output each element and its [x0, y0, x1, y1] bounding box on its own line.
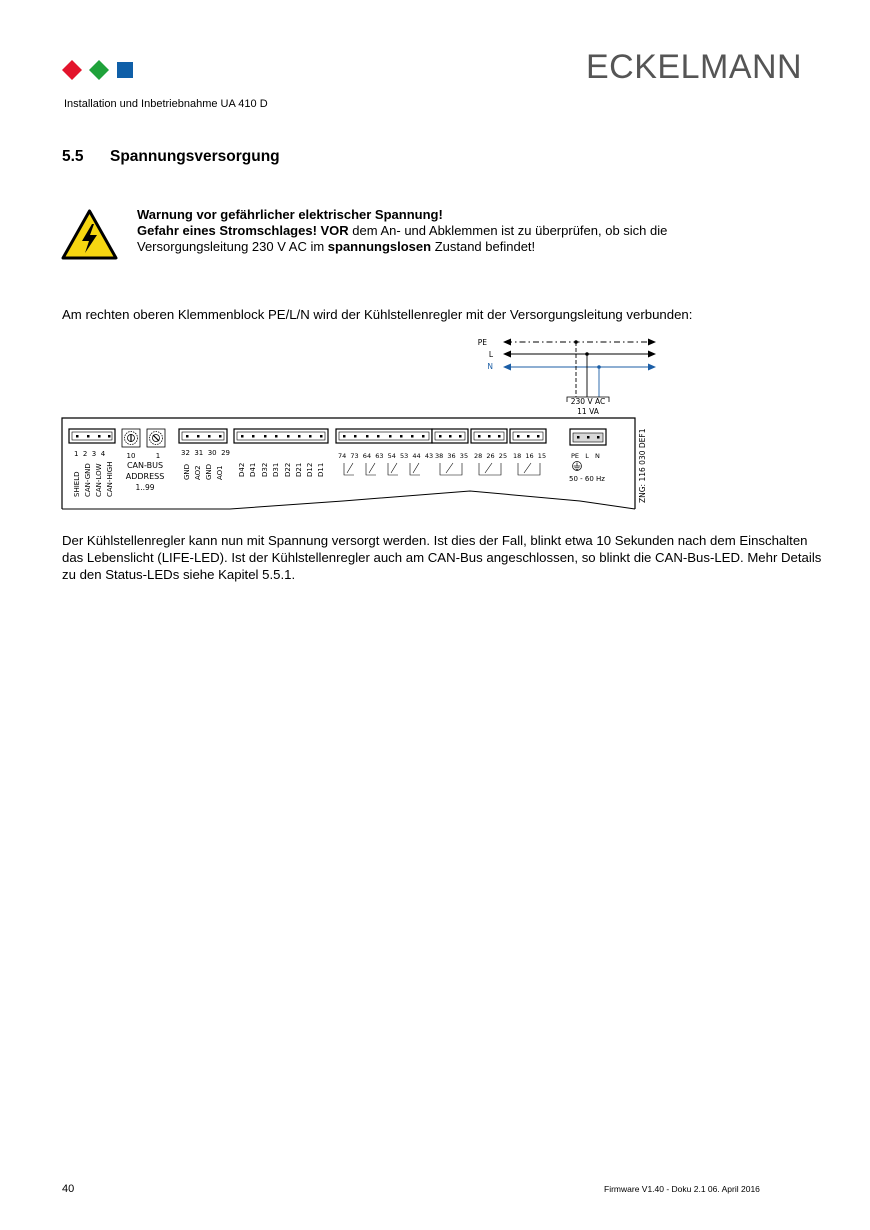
address-label: ADDRESS: [125, 472, 165, 481]
warning-body-1: dem An- und Abklemmen ist zu überprüfen, ob sich die: [348, 223, 668, 238]
label-d42: D42: [238, 462, 246, 477]
connector-analog: [179, 429, 230, 480]
section-number: 5.5: [62, 148, 84, 165]
connector-28-25: [471, 429, 507, 475]
terminal-numbers-28: 28 26 25: [474, 452, 508, 460]
dial-label-ones: 1: [155, 452, 161, 460]
intro-paragraph: Am rechten oberen Klemmenblock PE/L/N wird der Kühlstellenregler mit der Versorgungsleitung verbunden:: [62, 307, 693, 322]
warning-electric-icon: [61, 209, 118, 261]
controller-bottom-edge: [62, 491, 635, 509]
label-can-high: CAN-HIGH: [106, 461, 114, 497]
eckelmann-logo: [62, 58, 136, 82]
terminal-numbers-can: 1 2 3 4: [74, 450, 106, 458]
dial-label-tens: 10: [126, 452, 136, 460]
section-title: [62, 148, 280, 166]
terminal-numbers-18: 18 16 15: [513, 452, 547, 460]
warning-emphasis-2: spannungslosen: [327, 239, 432, 254]
connector-relay: [336, 429, 433, 475]
can-bus-label: CAN-BUS: [126, 461, 164, 470]
line-label-pe: PE: [477, 338, 487, 347]
warning-title: Warnung vor gefährlicher elektrischer Spannung!: [137, 207, 443, 222]
warning-text: [137, 207, 797, 255]
connector-can: [69, 429, 115, 497]
label-ao2: AO2: [194, 465, 202, 480]
address-range: 1..99: [135, 483, 155, 492]
label-d22: D22: [284, 462, 292, 477]
page-number: 40: [62, 1183, 75, 1195]
label-d11: D11: [317, 462, 325, 477]
connector-38-35: [432, 429, 468, 475]
connector-digital: [234, 429, 328, 477]
connector-power: [569, 429, 606, 483]
power-frequency: 50 - 60 Hz: [569, 475, 605, 483]
label-shield: SHIELD: [73, 471, 81, 497]
label-gnd-2: GND: [205, 463, 213, 480]
address-dials: [122, 429, 165, 492]
warning-body-2: Versorgungsleitung 230 V AC im: [137, 239, 328, 254]
footer-version: Firmware V1.40 - Doku 2.1 06. April 2016: [604, 1184, 760, 1194]
document-subtitle: Installation und Inbetriebnahme UA 410 D: [64, 98, 268, 110]
terminal-numbers-38: 38 36 35: [435, 452, 469, 460]
warning-emphasis: Gefahr eines Stromschlages! VOR: [137, 223, 349, 238]
label-d41: D41: [249, 462, 257, 477]
ground-icon: [573, 462, 582, 471]
label-d31: D31: [272, 462, 280, 477]
label-can-low: CAN-LOW: [95, 463, 103, 497]
wiring-diagram: [60, 333, 660, 511]
supply-lines: [478, 338, 656, 416]
line-label-l: L: [488, 350, 493, 359]
line-label-n: N: [487, 362, 493, 371]
brand-name: ECKELMANN: [586, 48, 803, 86]
label-d12: D12: [306, 462, 314, 477]
warning-body-3: Zustand befindet!: [431, 239, 536, 254]
supply-power: 11 VA: [577, 407, 599, 416]
drawing-number: ZNG: 116 030 DEF1: [638, 428, 647, 503]
body-paragraph: Der Kühlstellenregler kann nun mit Spannung versorgt werden. Ist dies der Fall, blinkt etwa 10 Sekunden nach dem Einschalten das Lebenslicht (LIFE-LED). Ist der Kühlstellenregler auch am CAN-Bus angeschlossen, so blinkt die CAN-Bus-LED. Mehr Details zu den Status-LEDs siehe Kapitel 5.5.1.: [62, 533, 822, 582]
terminal-numbers-power: PE L N: [571, 452, 600, 460]
supply-voltage: 230 V AC: [570, 397, 606, 406]
label-gnd-1: GND: [183, 463, 191, 480]
label-d32: D32: [261, 462, 269, 477]
section-heading: Spannungsversorgung: [110, 148, 280, 165]
terminal-numbers-analog: 32 31 30 29: [181, 449, 230, 457]
label-can-gnd: CAN-GND: [84, 463, 92, 497]
connector-18-15: [510, 429, 546, 475]
terminal-numbers-relay: 74 73 64 63 54 53 44 43: [338, 452, 434, 460]
label-d21: D21: [295, 462, 303, 477]
label-ao1: AO1: [216, 465, 224, 480]
